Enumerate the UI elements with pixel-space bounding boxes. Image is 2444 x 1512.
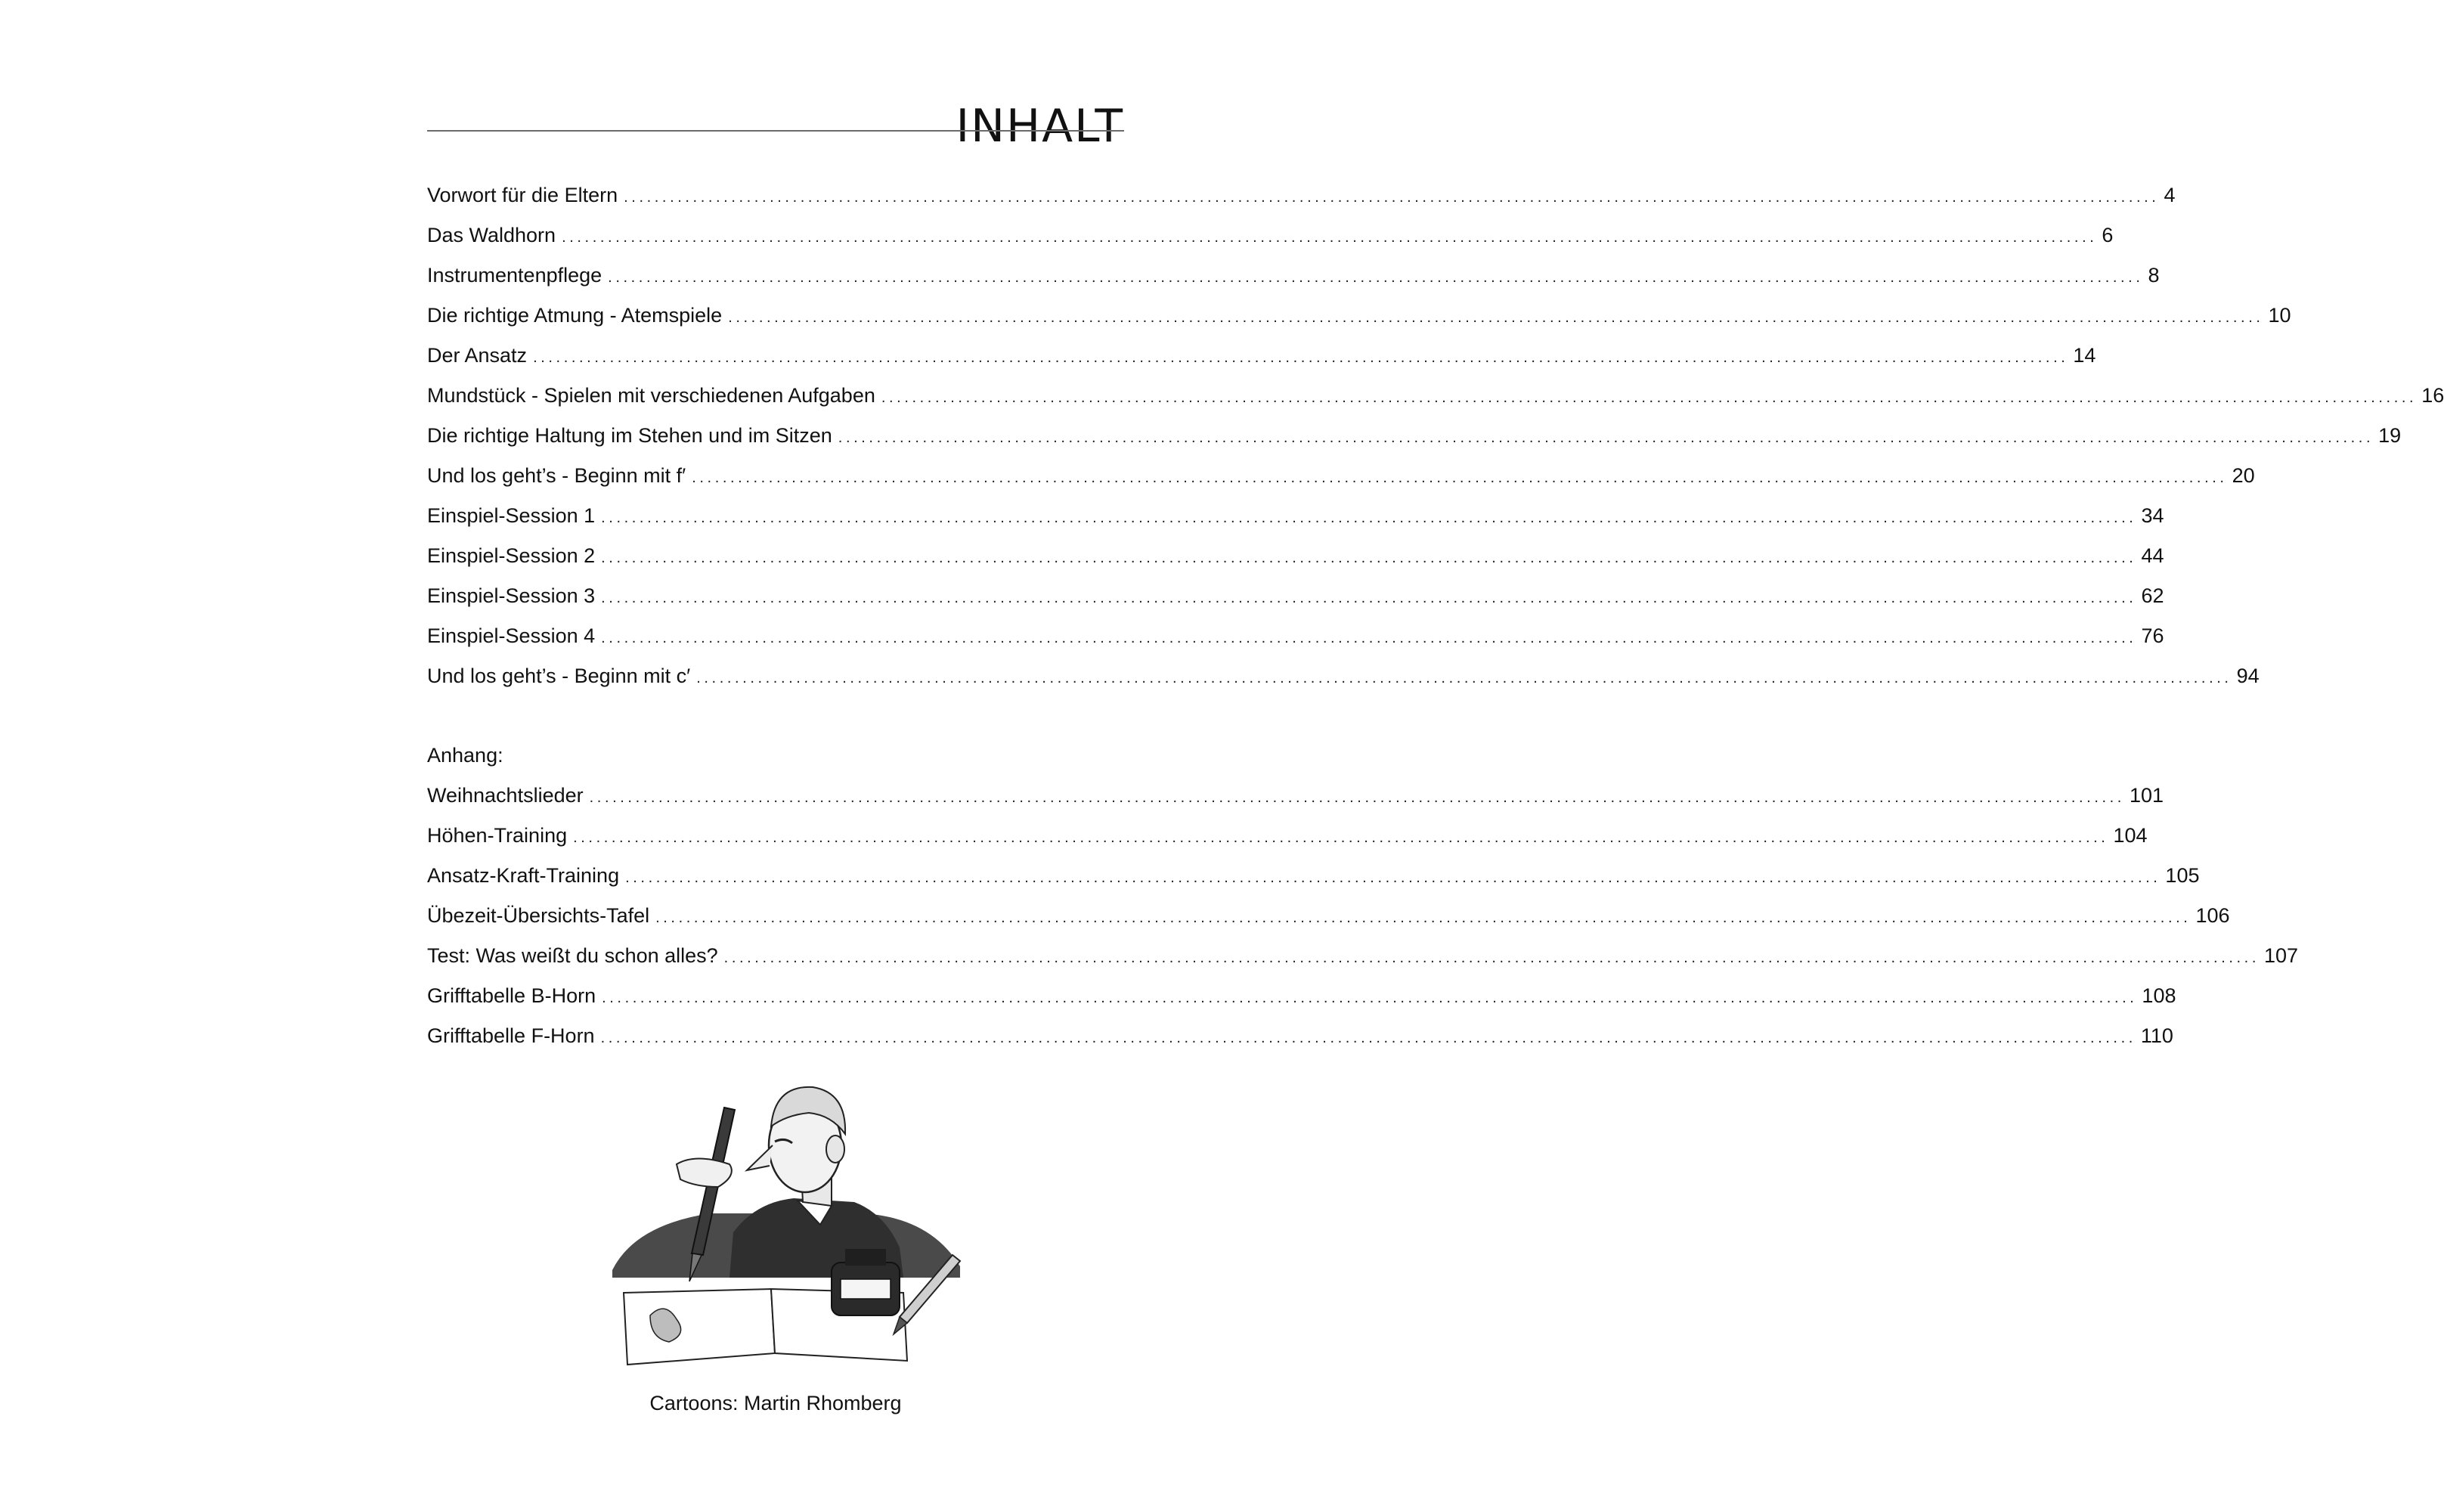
cartoon-credit: Cartoons: Martin Rhomberg — [649, 1392, 902, 1414]
dot-leader: ........................................................................................................................................................................................................ — [601, 630, 2137, 646]
toc-entry-label: Und los geht’s - Beginn mit f′ — [427, 464, 686, 487]
toc-entry-page: 105 — [2165, 864, 2200, 887]
toc-entry[interactable] — [427, 376, 2444, 416]
dot-leader: ........................................................................................................................................................................................................ — [573, 829, 2109, 846]
toc-entry-label: Das Waldhorn — [427, 224, 556, 246]
toc-entry-label: Einspiel-Session 3 — [427, 584, 596, 607]
toc-entry-page: 14 — [2073, 344, 2096, 367]
toc-entry-page: 4 — [2164, 184, 2176, 206]
cartoon-illustration — [605, 1074, 968, 1376]
dot-leader: ........................................................................................................................................................................................................ — [601, 510, 2137, 526]
toc-entry-label: Übezeit-Übersichts-Tafel — [427, 904, 650, 927]
toc-entry-page: 110 — [2140, 1024, 2173, 1047]
title-divider — [427, 130, 1124, 132]
toc-entry-label: Instrumentenpflege — [427, 264, 602, 287]
appendix-entry[interactable] — [427, 976, 2176, 1016]
appendix-list — [427, 776, 2299, 1056]
dot-leader: ........................................................................................................................................................................................................ — [608, 269, 2144, 286]
dot-leader: ........................................................................................................................................................................................................ — [601, 590, 2137, 606]
toc-entry-page: 6 — [2102, 224, 2114, 246]
cartoon-book — [624, 1289, 775, 1365]
toc-entry-label: Und los geht’s - Beginn mit c′ — [427, 665, 691, 687]
toc-entry[interactable] — [427, 656, 2260, 696]
toc-entry[interactable] — [427, 215, 2114, 256]
dot-leader: ........................................................................................................................................................................................................ — [728, 309, 2264, 326]
dot-leader: ........................................................................................................................................................................................................ — [696, 670, 2232, 686]
toc-entry-page: 19 — [2378, 424, 2402, 447]
toc-entry-label: Einspiel-Session 4 — [427, 624, 596, 647]
toc-entry[interactable] — [427, 536, 2164, 576]
toc-entry-page: 62 — [2141, 584, 2164, 607]
toc-entry-label: Vorwort für die Eltern — [427, 184, 618, 206]
toc-entry[interactable] — [427, 336, 2096, 376]
dot-leader: ........................................................................................................................................................................................................ — [625, 869, 2161, 886]
toc-entry-label: Grifftabelle F-Horn — [427, 1024, 595, 1047]
toc-entry-page: 101 — [2129, 784, 2164, 807]
appendix-entry[interactable] — [427, 816, 2148, 856]
toc-entry-label: Einspiel-Session 1 — [427, 504, 596, 527]
dot-leader: ........................................................................................................................................................................................................ — [881, 389, 2418, 406]
toc-entry-page: 16 — [2421, 384, 2444, 407]
toc-entry-page: 44 — [2141, 544, 2164, 567]
toc-entry[interactable] — [427, 496, 2164, 536]
toc-entry-page: 94 — [2236, 665, 2260, 687]
toc-entry[interactable] — [427, 576, 2164, 616]
dot-leader: ........................................................................................................................................................................................................ — [838, 429, 2374, 446]
toc-entry-page: 107 — [2264, 944, 2299, 967]
dot-leader: ........................................................................................................................................................................................................ — [533, 349, 2069, 366]
toc-entry-label: Ansatz-Kraft-Training — [427, 864, 620, 887]
toc-entry-label: Der Ansatz — [427, 344, 528, 367]
toc-entry[interactable] — [427, 256, 2160, 296]
dot-leader: ........................................................................................................................................................................................................ — [601, 550, 2137, 566]
toc-entry[interactable] — [427, 175, 2176, 215]
toc-entry[interactable] — [427, 616, 2164, 656]
toc-entry-label: Grifftabelle B-Horn — [427, 984, 596, 1007]
dot-leader: ........................................................................................................................................................................................................ — [600, 1030, 2136, 1046]
appendix-entry[interactable] — [427, 856, 2200, 896]
toc-entry-label: Weihnachtslieder — [427, 784, 584, 807]
dot-leader: ........................................................................................................................................................................................................ — [624, 189, 2160, 206]
toc-entry-page: 10 — [2268, 304, 2291, 327]
toc-entry-page: 76 — [2141, 624, 2164, 647]
toc-entry[interactable] — [427, 296, 2291, 336]
appendix-entry[interactable] — [427, 896, 2230, 936]
toc-entry-label: Mundstück - Spielen mit verschiedenen Aufgaben — [427, 384, 875, 407]
appendix-heading: Anhang: — [427, 744, 503, 767]
toc-entry-label: Höhen-Training — [427, 824, 568, 847]
toc-entry[interactable] — [427, 456, 2255, 496]
toc-entry-page: 20 — [2232, 464, 2255, 487]
toc-entry-page: 104 — [2113, 824, 2148, 847]
dot-leader: ........................................................................................................................................................................................................ — [562, 229, 2098, 246]
toc-entry[interactable] — [427, 416, 2402, 456]
dot-leader: ........................................................................................................................................................................................................ — [692, 469, 2228, 486]
dot-leader: ........................................................................................................................................................................................................ — [723, 950, 2260, 966]
toc-entry-page: 8 — [2148, 264, 2160, 287]
appendix-entry[interactable] — [427, 776, 2164, 816]
toc-entry-label: Die richtige Atmung - Atemspiele — [427, 304, 723, 327]
toc-entry-page: 34 — [2141, 504, 2164, 527]
toc-entry-page: 106 — [2195, 904, 2230, 927]
appendix-entry[interactable] — [427, 1016, 2173, 1056]
dot-leader: ........................................................................................................................................................................................................ — [655, 909, 2192, 926]
dot-leader: ........................................................................................................................................................................................................ — [589, 789, 2125, 806]
cartoon-hand — [677, 1159, 732, 1188]
toc-list — [427, 175, 2444, 696]
page-title: INHALT — [956, 100, 1124, 153]
toc-entry-label: Die richtige Haltung im Stehen und im Sitzen — [427, 424, 832, 447]
dot-leader: ........................................................................................................................................................................................................ — [602, 990, 2138, 1006]
toc-entry-page: 108 — [2142, 984, 2176, 1007]
toc-entry-label: Test: Was weißt du schon alles? — [427, 944, 718, 967]
toc-entry-label: Einspiel-Session 2 — [427, 544, 596, 567]
appendix-entry[interactable] — [427, 936, 2299, 976]
